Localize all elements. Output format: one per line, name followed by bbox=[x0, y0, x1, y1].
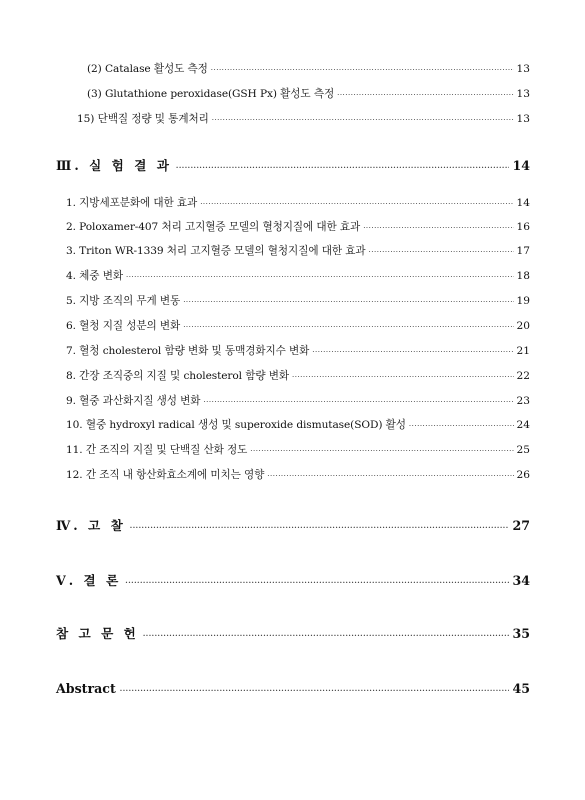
toc-entry-page: 20 bbox=[516, 320, 530, 332]
toc-entry[interactable] bbox=[66, 198, 530, 212]
toc-entry-title: 3. Triton WR-1339 처리 고지혈증 모델의 혈청지질에 대한 효과 bbox=[66, 245, 366, 257]
toc-entry-page: 23 bbox=[516, 395, 530, 407]
toc-entry-page: 24 bbox=[516, 419, 530, 431]
toc-chapter-page: 27 bbox=[512, 518, 530, 533]
dot-leader bbox=[363, 225, 513, 232]
toc-entry-title: (2) Catalase 활성도 측정 bbox=[87, 63, 208, 75]
toc-entry-title: (3) Glutathione peroxidase(GSH Px) 활성도 측정 bbox=[87, 88, 335, 100]
toc-chapter-title: 참 고 문 헌 bbox=[56, 626, 139, 641]
dot-leader bbox=[200, 201, 513, 208]
toc-entry-page: 25 bbox=[516, 444, 530, 456]
dot-leader bbox=[250, 448, 513, 455]
toc-chapter-title: Ⅲ. 실 험 결 과 bbox=[56, 158, 172, 173]
dot-leader bbox=[211, 67, 514, 74]
toc-chapter-page: 45 bbox=[512, 681, 530, 696]
dot-leader bbox=[126, 274, 514, 281]
dot-leader bbox=[312, 349, 513, 356]
toc-entry[interactable] bbox=[66, 396, 530, 410]
toc-entry-title: 15) 단백질 정량 및 통계처리 bbox=[77, 113, 209, 125]
toc-chapter-conclusion[interactable] bbox=[56, 575, 530, 591]
toc-entry-page: 13 bbox=[516, 113, 530, 125]
dot-leader bbox=[267, 473, 513, 480]
toc-entry-page: 17 bbox=[516, 245, 530, 257]
toc-entry[interactable] bbox=[66, 296, 530, 310]
dot-leader bbox=[176, 164, 510, 171]
toc-entry-title: 8. 간장 조직중의 지질 및 cholesterol 함량 변화 bbox=[66, 370, 289, 382]
toc-entry-title: 5. 지방 조직의 무게 변동 bbox=[66, 295, 181, 307]
dot-leader bbox=[203, 399, 513, 406]
toc-entry[interactable] bbox=[66, 246, 530, 260]
toc-chapter-title: Ⅴ. 결 론 bbox=[56, 573, 122, 588]
dot-leader bbox=[130, 524, 510, 531]
dot-leader bbox=[369, 249, 514, 256]
toc-entry[interactable] bbox=[66, 420, 530, 434]
toc-entry[interactable] bbox=[77, 114, 530, 128]
toc-entry[interactable] bbox=[87, 89, 530, 103]
toc-entry-title: 2. Poloxamer-407 처리 고지혈증 모델의 혈청지질에 대한 효과 bbox=[66, 221, 361, 233]
toc-entry[interactable] bbox=[87, 64, 530, 78]
toc-entry-page: 13 bbox=[516, 88, 530, 100]
toc-entry-title: 4. 체중 변화 bbox=[66, 270, 123, 282]
dot-leader bbox=[183, 324, 513, 331]
toc-entry-title: 12. 간 조직 내 항산화효소계에 미치는 영향 bbox=[66, 469, 265, 481]
toc-chapter-references[interactable] bbox=[56, 628, 530, 644]
dot-leader bbox=[125, 579, 509, 586]
toc-chapter-page: 14 bbox=[512, 158, 530, 173]
toc-entry-page: 21 bbox=[516, 345, 530, 357]
dot-leader bbox=[409, 423, 514, 430]
toc-entry-title: 6. 혈청 지질 성분의 변화 bbox=[66, 320, 181, 332]
dot-leader bbox=[212, 117, 514, 124]
toc-entry-title: 11. 간 조직의 지질 및 단백질 산화 정도 bbox=[66, 444, 248, 456]
toc-entry-page: 13 bbox=[516, 63, 530, 75]
toc-chapter-title: Ⅳ. 고 찰 bbox=[56, 518, 126, 533]
toc-entry[interactable] bbox=[66, 321, 530, 335]
toc-chapter-abstract[interactable] bbox=[56, 683, 530, 699]
toc-entry[interactable] bbox=[66, 470, 530, 484]
toc-entry[interactable] bbox=[66, 371, 530, 385]
dot-leader bbox=[337, 92, 513, 99]
toc-chapter-discussion[interactable] bbox=[56, 520, 530, 536]
toc-entry-page: 16 bbox=[516, 221, 530, 233]
toc-chapter-page: 35 bbox=[512, 626, 530, 641]
toc-entry[interactable] bbox=[66, 346, 530, 360]
toc-entry-title: 9. 혈중 과산화지질 생성 변화 bbox=[66, 395, 201, 407]
toc-entry-page: 26 bbox=[516, 469, 530, 481]
toc-entry-title: 7. 혈청 cholesterol 함량 변화 및 동맥경화지수 변화 bbox=[66, 345, 310, 357]
dot-leader bbox=[120, 687, 510, 694]
toc-chapter-title: Abstract bbox=[56, 681, 116, 696]
toc-entry[interactable] bbox=[66, 271, 530, 285]
dot-leader bbox=[143, 632, 510, 639]
toc-entry-page: 19 bbox=[516, 295, 530, 307]
toc-entry[interactable] bbox=[66, 222, 530, 236]
toc-entry[interactable] bbox=[66, 445, 530, 459]
dot-leader bbox=[183, 299, 513, 306]
toc-entry-title: 1. 지방세포분화에 대한 효과 bbox=[66, 197, 198, 209]
toc-chapter-results[interactable] bbox=[56, 160, 530, 176]
toc-entry-page: 18 bbox=[516, 270, 530, 282]
toc-entry-page: 22 bbox=[516, 370, 530, 382]
toc-entry-title: 10. 혈중 hydroxyl radical 생성 및 superoxide dismutase(SOD) 활성 bbox=[66, 419, 406, 431]
dot-leader bbox=[292, 374, 514, 381]
toc-chapter-page: 34 bbox=[512, 573, 530, 588]
toc-entry-page: 14 bbox=[516, 197, 530, 209]
